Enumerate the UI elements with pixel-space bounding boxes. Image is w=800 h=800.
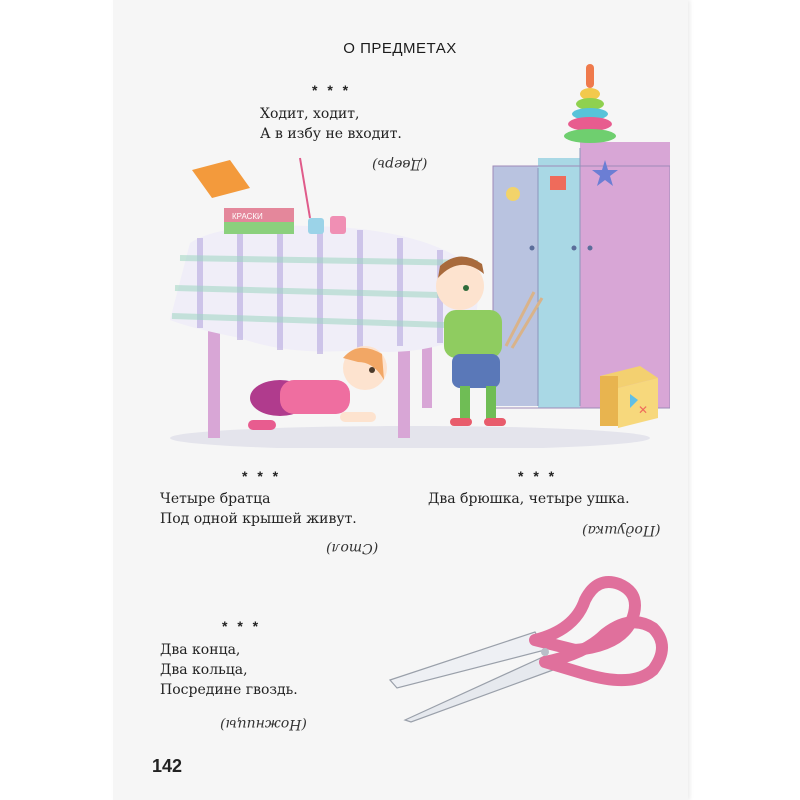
riddle-table-text — [160, 489, 357, 529]
paint-box-label: КРАСКИ — [232, 212, 263, 221]
riddle-line: Два конца, — [160, 642, 241, 658]
riddle-separator: * * * — [242, 468, 282, 484]
toy-block-illustration — [600, 366, 658, 428]
riddle-pillow-text — [428, 489, 630, 509]
riddle-answer-door: (Дверь) — [372, 156, 428, 172]
riddle-line: Два брюшка, четыре ушка. — [428, 491, 630, 507]
riddle-line: Посредине гвоздь. — [160, 682, 298, 698]
riddle-separator: * * * — [222, 618, 262, 634]
riddle-answer-scissors: (Ножницы) — [220, 716, 307, 732]
riddle-line: Ходит, ходит, — [260, 106, 360, 122]
girl-crawling-illustration — [248, 346, 387, 430]
children-hide-under-table-illustration — [160, 58, 670, 448]
page-number: 142 — [152, 756, 183, 776]
riddle-line: Четыре братца — [160, 491, 271, 507]
riddle-line: Под одной крышей живут. — [160, 511, 357, 527]
stacking-ring-toy-illustration — [564, 64, 616, 143]
riddle-separator: * * * — [518, 468, 558, 484]
riddle-separator: * * * — [312, 82, 352, 98]
svg-text:✕: ✕ — [638, 403, 649, 417]
section-heading: О ПРЕДМЕТАХ — [343, 40, 457, 57]
riddle-line: Два кольца, — [160, 662, 248, 678]
wardrobe-illustration — [493, 142, 670, 408]
paint-box-illustration — [192, 158, 346, 234]
riddle-scissors-text — [160, 640, 298, 700]
scissors-illustration — [385, 570, 670, 725]
riddle-line: А в избу не входит. — [260, 126, 402, 142]
riddle-answer-table: (Стол) — [326, 540, 379, 556]
riddle-answer-pillow: (Подушка) — [582, 522, 661, 538]
